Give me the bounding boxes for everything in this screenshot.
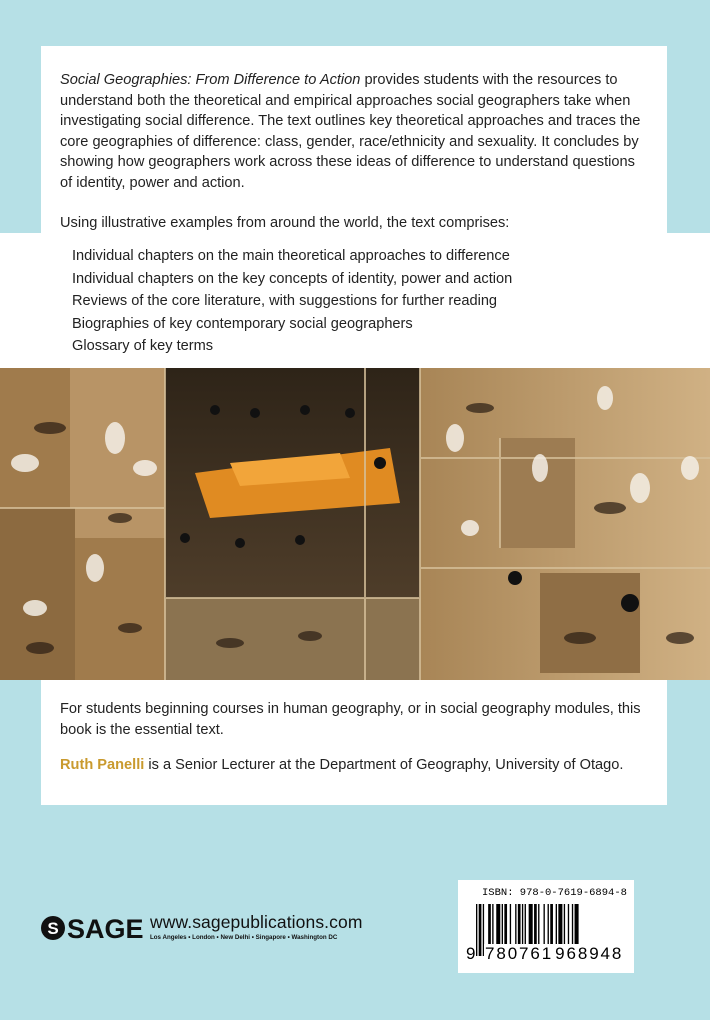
- barcode-digit-first: 9: [466, 944, 478, 963]
- barcode-digit-group-2: 968948: [555, 944, 624, 963]
- publisher-cities: Los Angeles • London • New Delhi • Singapore • Washington DC: [150, 934, 338, 941]
- author-name: Ruth Panelli: [60, 757, 145, 773]
- sage-logo-text: SAGE: [67, 914, 144, 944]
- svg-text:S: S: [47, 919, 59, 938]
- author-line: [60, 757, 623, 773]
- description-text: [60, 70, 650, 194]
- barcode-digit-group-1: 780761: [484, 944, 554, 963]
- feature-item: Biographies of key contemporary social geographers: [72, 315, 413, 332]
- feature-item: Glossary of key terms: [72, 338, 214, 354]
- comprises-heading: Using illustrative examples from around the world, the text comprises:: [60, 215, 510, 231]
- sage-logo: [40, 910, 148, 946]
- street-crowd-photo: [0, 368, 710, 680]
- book-title: Social Geographies: From Difference to Action: [60, 72, 361, 88]
- feature-item: Individual chapters on the main theoretical approaches to difference: [72, 248, 510, 264]
- feature-item: Individual chapters on the key concepts of identity, power and action: [72, 270, 513, 287]
- author-bio: is a Senior Lecturer at the Department of Geography, University of Otago.: [144, 757, 624, 773]
- publisher-url: www.sagepublications.com: [150, 912, 363, 932]
- feature-list: [72, 245, 512, 358]
- audience-text: For students beginning courses in human geography, or in social geography modules, this book is the essential text.: [60, 701, 641, 738]
- description-body: provides students with the resources to understand both the theoretical and empirical approaches social geographers take when investigating social difference. The text outlines key theoretical approaches and traces the core geographies of difference: class, gender, race/ethnicity and sexuality. It concludes by showing how geographers work across these ideas of difference to understand questions of identity, power and action.: [60, 72, 641, 191]
- barcode-digits: [466, 944, 624, 964]
- feature-item: Reviews of the core literature, with suggestions for further reading: [72, 293, 498, 309]
- isbn-label: ISBN: 978-0-7619-6894-8: [482, 887, 627, 899]
